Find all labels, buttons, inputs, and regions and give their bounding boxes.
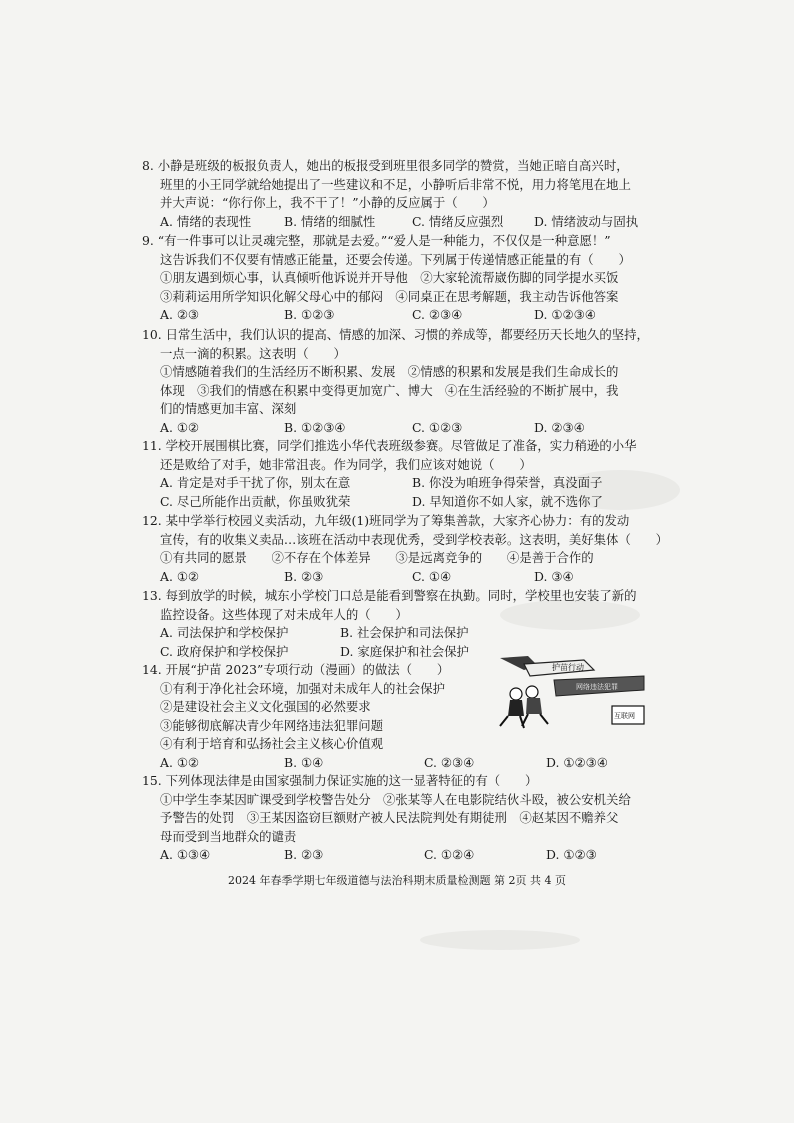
option-d[interactable]: D. ①②③④ [534,307,596,323]
options-row [142,493,682,512]
options-row [142,624,682,643]
question-line: 并大声说：“你行你上，我不干了！”小静的反应属于（ ） [160,195,495,211]
question-line: ③莉莉运用所学知识化解父母心中的郁闷 ④同桌正在思考解题，我主动告诉他答案 [160,288,619,304]
option-c[interactable]: C. 政府保护和学校保护 [160,643,289,659]
option-b[interactable]: B. ②③ [284,847,324,863]
option-c[interactable]: C. ①②④ [424,847,475,863]
option-b[interactable]: B. ①④ [284,754,324,770]
question-line: 14. 开展“护苗 2023”专项行动（漫画）的做法（ ） [142,662,450,677]
options-row [142,474,682,493]
option-c[interactable]: C. 尽己所能作出贡献，你虽败犹荣 [160,493,351,509]
question-line: ②是建设社会主义文化强国的必然要求 [160,699,371,715]
question-line: ①朋友遇到烦心事，认真倾听他诉说并开导他 ②大家轮流帮崴伤脚的同学提水买饭 [160,270,619,286]
question-line: ③能够彻底解决青少年网络违法犯罪问题 [160,717,384,733]
question-8 [142,157,682,231]
option-c[interactable]: C. ①④ [412,568,452,584]
question-line: ①情感随着我们的生活经历不断积累、发展 ②情感的积累和发展是我们生命成长的 [160,364,619,380]
comic-illustration [494,654,650,734]
question-line: 体现 ③我们的情感在积累中变得更加宽广、博大 ④在生活经验的不断扩展中，我 [160,382,619,398]
options-row [142,846,682,865]
options-row [142,754,682,773]
question-line: 15. 下列体现法律是由国家强制力保证实施的这一显著特征的有（ ） [142,773,538,788]
question-line: 13. 每到放学的时候，城东小学校门口总是能看到警察在执勤。同时，学校里也安装了新的 [142,588,637,603]
comic-banner-text: 网络违法犯罪 [576,683,618,691]
option-b[interactable]: B. ①②③④ [284,419,346,435]
question-line: 11. 学校开展围棋比赛，同学们推选小华代表班级参赛。尽管做足了准备，实力稍逊的小华 [142,438,637,453]
comic-box-text: 互联网 [614,712,635,720]
question-line: 予警告的处罚 ③王某因盗窃巨额财产被人民法院判处有期徒刑 ④赵某因不赡养父 [160,810,619,826]
question-line: 9. “有一件事可以让灵魂完整，那就是去爱。”“爱人是一种能力，不仅仅是一种意愿！” [142,233,611,248]
options-row [142,419,682,438]
option-a[interactable]: A. ①② [160,419,200,435]
question-line: 8. 小静是班级的板报负责人，她出的板报受到班里很多同学的赞赏，当她正暗自高兴时， [142,158,629,173]
question-line: 班里的小王同学就给她提出了一些建议和不足，小静听后非常不悦，用力将笔甩在地上 [160,176,631,192]
question-line: 们的情感更加丰富、深刻 [160,401,297,417]
question-11 [142,437,682,511]
option-d[interactable]: D. ①②③④ [546,754,608,770]
option-c[interactable]: C. ②③④ [424,754,475,770]
option-d[interactable]: D. ②③④ [534,419,585,435]
option-a[interactable]: A. ①② [160,754,200,770]
question-9 [142,232,682,325]
option-a[interactable]: A. 情绪的表现性 [160,213,252,229]
options-row [142,568,682,587]
question-line: 10. 日常生活中，我们认识的提高、情感的加深、习惯的养成等，都要经历天长地久的坚持， [142,327,649,342]
option-d[interactable]: D. 家庭保护和社会保护 [340,643,469,659]
question-line: 这告诉我们不仅要有情感正能量，还要会传递。下列属于传递情感正能量的有（ ） [160,251,631,267]
question-line: 还是败给了对手，她非常沮丧。作为同学，我们应该对她说（ ） [160,456,532,472]
question-10 [142,326,682,438]
options-row [142,306,682,325]
option-d[interactable]: D. 早知道你不如人家，就不选你了 [412,493,603,509]
question-12 [142,512,682,586]
option-d[interactable]: D. 情绪波动与固执 [534,213,639,229]
option-a[interactable]: A. 肯定是对手干扰了你，别太在意 [160,475,351,491]
option-b[interactable]: B. 你没为咱班争得荣誉，真没面子 [412,475,603,491]
options-row [142,213,682,232]
question-15 [142,772,682,865]
option-a[interactable]: A. 司法保护和学校保护 [160,625,289,641]
question-line: ①中学生李某因旷课受到学校警告处分 ②张某等人在电影院结伙斗殴，被公安机关给 [160,791,631,807]
option-a[interactable]: A. ①③④ [160,847,211,863]
option-b[interactable]: B. ①②③ [284,307,335,323]
question-line: 一点一滴的积累。这表明（ ） [160,345,346,361]
scan-smudge [420,930,580,950]
option-b[interactable]: B. 情绪的细腻性 [284,213,376,229]
question-line: 宣传，有的收集义卖品…该班在活动中表现优秀，受到学校表彰。这表明，美好集体（ ） [160,531,669,547]
option-a[interactable]: A. ②③ [160,307,200,323]
question-line: ①有利于净化社会环境，加强对未成年人的社会保护 [160,680,445,696]
question-line: 母而受到当地群众的谴责 [160,828,297,844]
option-d[interactable]: D. ①②③ [546,847,597,863]
option-a[interactable]: A. ①② [160,568,200,584]
option-d[interactable]: D. ③④ [534,568,574,584]
question-line: 监控设备。这些体现了对未成年人的（ ） [160,606,408,622]
comic-sign-text: 护苗行动 [552,663,584,672]
option-c[interactable]: C. ②③④ [412,307,463,323]
option-b[interactable]: B. 社会保护和司法保护 [340,625,469,641]
option-c[interactable]: C. 情绪反应强烈 [412,213,504,229]
question-line: 12. 某中学举行校园义卖活动，九年级(1)班同学为了筹集善款，大家齐心协力：有的发动 [142,513,630,528]
option-b[interactable]: B. ②③ [284,568,324,584]
page-footer: 2024 年春季学期七年级道德与法治科期末质量检测题 第 2页 共 4 页 [228,874,566,887]
question-line: ④有利于培育和弘扬社会主义核心价值观 [160,736,384,752]
option-c[interactable]: C. ①②③ [412,419,463,435]
question-line: ①有共同的愿景 ②不存在个体差异 ③是远离竞争的 ④是善于合作的 [160,550,594,566]
question-13 [142,587,682,661]
